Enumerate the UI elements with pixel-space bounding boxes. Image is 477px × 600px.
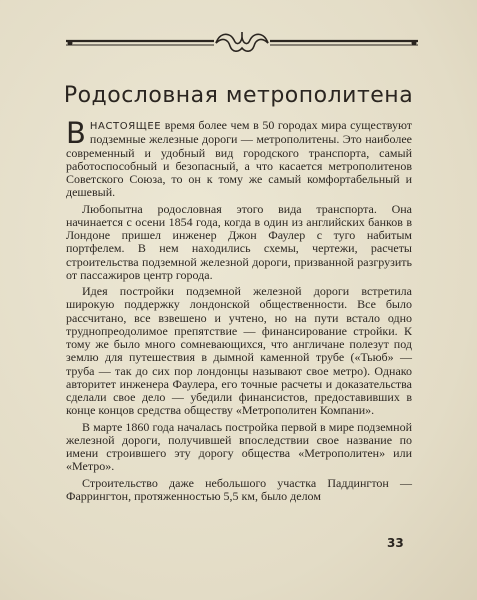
paragraph-1-text: время более чем в 50 городах мира существуют подземные железные дороги — метрополитены. Это наиболее современный и удобный вид городского транспорта, самый работоспособный и безопасный, а что касается метрополитенов Советского Союза, то он к тому же самый комфортабельный и дешевый. [66, 118, 412, 200]
paragraph-3: Идея постройки подземной железной дороги встретила широкую поддержку лондонской общественности. Все было рассчитано, все взвешено и учтено, но на пути встало одно труднопреодолимое препятствие — финансирование стройки. К тому же было много сомневающихся, что англичане полезут под землю для путешествия в дымной каменной трубе («Тьюб» — труба — так до сих пор лондонцы называют свое метро). Однако авторитет инженера Фаулера, его точные расчеты и доказательства сделали свое дело — убедили финансистов, предоставивших в конце концов средства обществу «Метрополитен Компани». [66, 284, 412, 418]
paragraph-1 [66, 116, 412, 200]
paragraph-4: В марте 1860 года началась постройка первой в мире подземной железной дороги, получившей впоследствии свое название по имени строившего эту дорогу общества «Метрополитен» или «Метро». [66, 419, 412, 474]
body-text [66, 116, 412, 503]
paragraph-2: Любопытна родословная этого вида транспорта. Она начинается с осени 1854 года, когда в один из английских банков в Лондоне пришел инженер Джон Фаулер с туго набитым портфелем. В нем находились схемы, чертежи, расчеты строительства подземной железной дороги, призванной разгрузить от пассажиров центр города. [66, 201, 412, 282]
paragraph-5: Строительство даже небольшого участка Паддингтон — Фаррингтон, протяженностью 5,5 км, было делом [66, 475, 412, 503]
decorative-header-ornament [66, 28, 418, 58]
lead-caps: НАСТОЯЩЕЕ [89, 121, 162, 132]
chapter-title: Родословная метрополитена [63, 83, 414, 108]
page-number: 33 [387, 536, 404, 550]
drop-cap: В [66, 116, 86, 150]
